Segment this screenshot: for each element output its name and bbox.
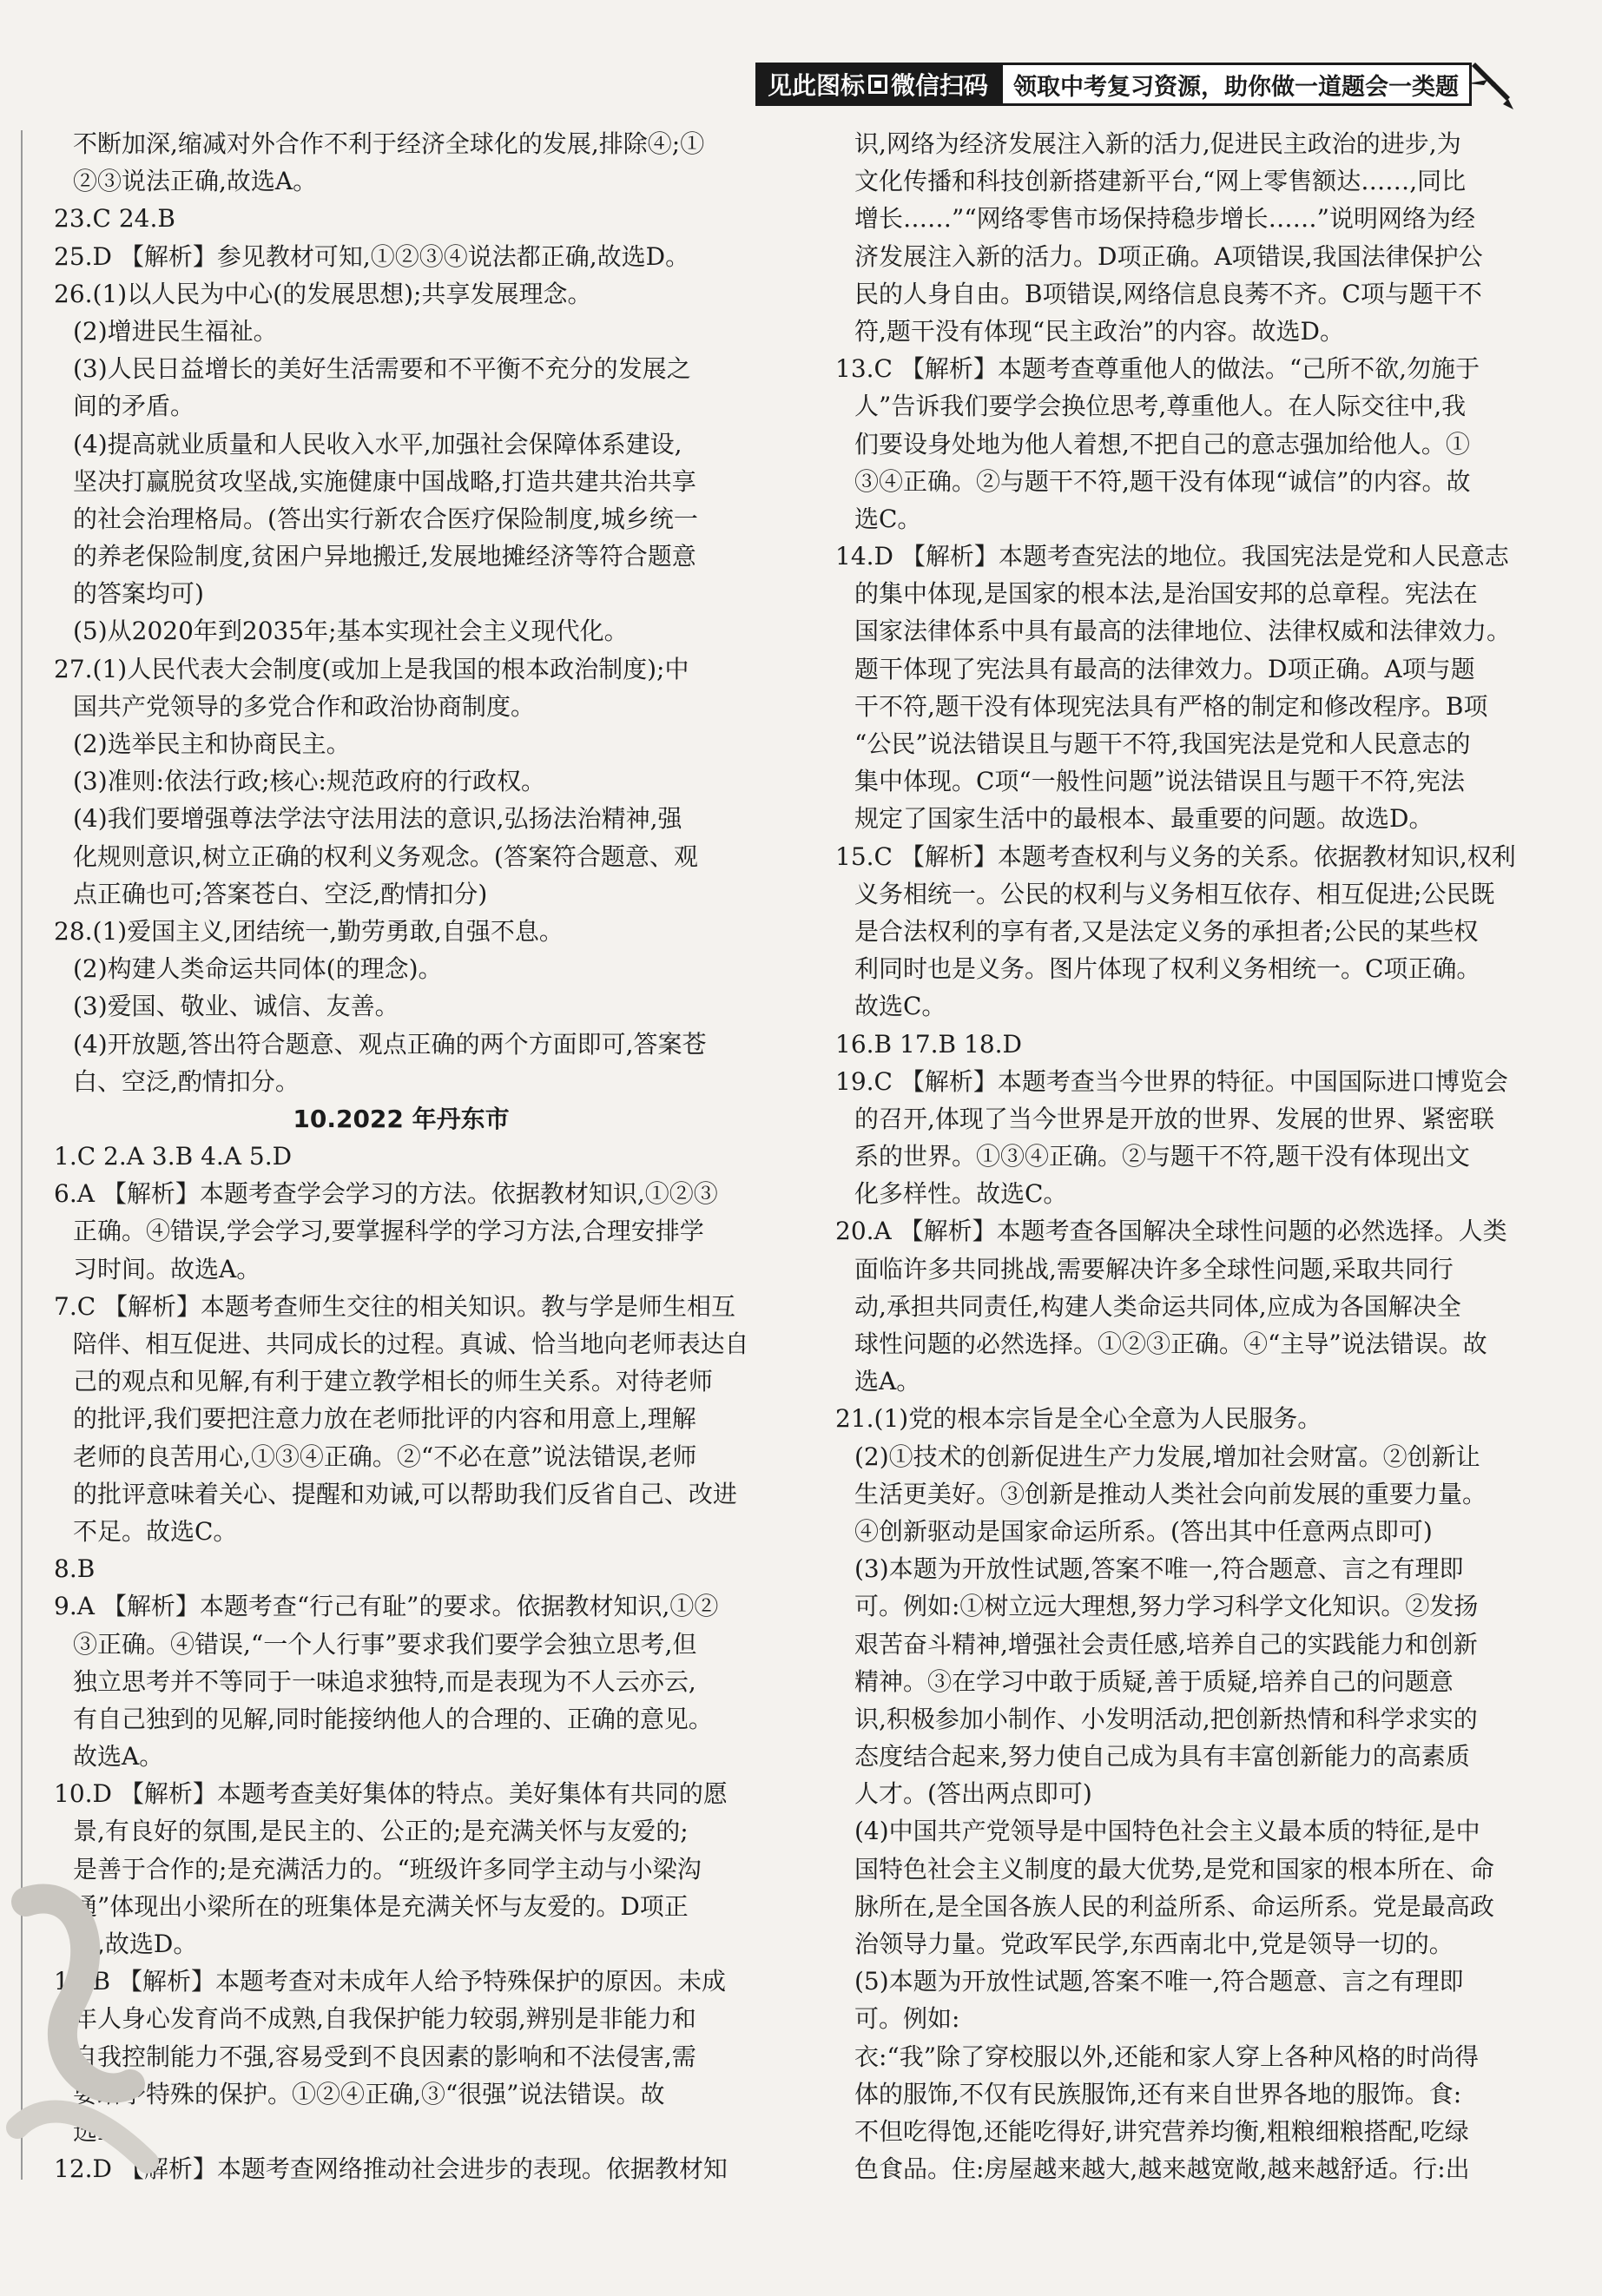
text-line: 系的世界。①③④正确。②与题干不符,题干没有体现出文 xyxy=(854,1142,1470,1171)
text-line: (4)中国共产党领导是中国特色社会主义最本质的特征,是中 xyxy=(854,1817,1480,1846)
text-line: 7.C 【解析】本题考查师生交往的相关知识。教与学是师生相互 xyxy=(54,1291,736,1321)
header-banner xyxy=(755,63,1472,106)
text-line: (2)①技术的创新促进生产力发展,增加社会财富。②创新让 xyxy=(854,1442,1480,1471)
text-line: 21.(1)党的根本宗旨是全心全意为人民服务。 xyxy=(835,1404,1322,1434)
text-line: (4)开放题,答出符合题意、观点正确的两个方面即可,答案苍 xyxy=(73,1029,707,1059)
text-line: 可。例如:①树立远大理想,努力学习科学文化知识。②发扬 xyxy=(854,1592,1479,1621)
text-line: 国共产党领导的多党合作和政治协商制度。 xyxy=(73,691,536,721)
text-line: 老师的良苦用心,①③④正确。②“不必在意”说法错误,老师 xyxy=(73,1442,697,1471)
text-line: (2)选举民主和协商民主。 xyxy=(73,729,351,758)
text-line: 国特色社会主义制度的最大优势,是党和国家的根本所在、命 xyxy=(854,1854,1494,1884)
text-line: 25.D 【解析】参见教材可知,①②③④说法都正确,故选D。 xyxy=(54,241,690,271)
text-line: 习时间。故选A。 xyxy=(73,1254,261,1283)
text-line: 生活更美好。③创新是推动人类社会向前发展的重要力量。 xyxy=(854,1479,1487,1508)
text-line: 不足。故选C。 xyxy=(73,1516,238,1546)
text-line: (3)准则:依法行政;核心:规范政府的行政权。 xyxy=(73,767,545,796)
text-line: 的召开,体现了当今世界是开放的世界、发展的世界、紧密联 xyxy=(854,1104,1494,1133)
text-line: 选A。 xyxy=(854,1367,921,1396)
text-line: 色食品。住:房屋越来越大,越来越宽敞,越来越舒适。行:出 xyxy=(854,2154,1470,2184)
text-line: 识,积极参加小制作、小发明活动,把创新热情和科学求实的 xyxy=(854,1704,1478,1733)
text-line: (3)爱国、敬业、诚信、友善。 xyxy=(73,992,399,1021)
text-line: 间的矛盾。 xyxy=(73,392,195,421)
text-line: 治领导力量。党政军民学,东西南北中,党是领导一切的。 xyxy=(854,1930,1454,1958)
text-line: 6.A 【解析】本题考查学会学习的方法。依据教材知识,①②③ xyxy=(54,1179,718,1209)
text-line: (5)从2020年到2035年;基本实现社会主义现代化。 xyxy=(73,617,629,646)
text-line: 题干体现了宪法具有最高的法律效力。D项正确。A项与题 xyxy=(854,654,1475,683)
text-line: 确,故选D。 xyxy=(73,1930,198,1958)
section-title: 10.2022 年丹东市 xyxy=(293,1104,510,1133)
text-line: ③④正确。②与题干不符,题干没有体现“诚信”的内容。故 xyxy=(854,466,1471,496)
text-line: 利同时也是义务。图片体现了权利义务相统一。C项正确。 xyxy=(854,954,1481,984)
text-line: 12.D 【解析】本题考查网络推动社会进步的表现。依据教材知 xyxy=(54,2154,728,2184)
text-line: 面临许多共同挑战,需要解决许多全球性问题,采取共同行 xyxy=(854,1254,1454,1283)
text-line: 的养老保险制度,贫困户异地搬迁,发展地摊经济等符合题意 xyxy=(73,542,696,571)
text-line: 增长……”“网络零售市场保持稳步增长……”说明网络为经 xyxy=(854,204,1475,234)
text-line: 不但吃得饱,还能吃得好,讲究营养均衡,粗粮细粮搭配,吃绿 xyxy=(854,2116,1469,2146)
text-line: 19.C 【解析】本题考查当今世界的特征。中国国际进口博览会 xyxy=(835,1066,1508,1096)
text-line: 民的人身自由。B项错误,网络信息良莠不齐。C项与题干不 xyxy=(854,279,1482,308)
decorative-watermark-icon xyxy=(0,1867,174,2197)
banner-left-text: 见此图标 xyxy=(767,71,865,100)
text-line: 干不符,题干没有体现宪法具有严格的制定和修改程序。B项 xyxy=(854,691,1488,721)
text-line: 9.A 【解析】本题考查“行己有耻”的要求。依据教材知识,①② xyxy=(54,1592,719,1621)
text-line: 集中体现。C项“一般性问题”说法错误且与题干不符,宪法 xyxy=(854,767,1465,796)
text-line: 球性问题的必然选择。①②③正确。④“主导”说法错误。故 xyxy=(854,1329,1487,1358)
text-line: 坚决打赢脱贫攻坚战,实施健康中国战略,打造共建共治共享 xyxy=(73,466,696,496)
banner-left-text-2: 微信扫码 xyxy=(890,71,988,100)
text-line: 国家法律体系中具有最高的法律地位、法律权威和法律效力。 xyxy=(854,617,1512,646)
text-line: 化规则意识,树立正确的权利义务观念。(答案符合题意、观 xyxy=(73,841,698,871)
text-line: 文化传播和科技创新搭建新平台,“网上零售额达……,同比 xyxy=(854,167,1467,196)
text-line: 点正确也可;答案苍白、空泛,酌情扣分) xyxy=(73,879,488,908)
text-line: 衣:“我”除了穿校服以外,还能和家人穿上各种风格的时尚得 xyxy=(854,2042,1479,2071)
text-line: 20.A 【解析】本题考查各国解决全球性问题的必然选择。人类 xyxy=(835,1217,1507,1246)
text-line: ④创新驱动是国家命运所系。(答出其中任意两点即可) xyxy=(854,1516,1433,1546)
text-line: 16.B 17.B 18.D xyxy=(835,1029,1022,1059)
text-line: 规定了国家生活中的最根本、最重要的问题。故选D。 xyxy=(854,804,1434,834)
text-line: 们要设身处地为他人着想,不把自己的意志强加给他人。① xyxy=(854,429,1470,459)
qr-code-icon xyxy=(868,75,887,94)
text-line: 10.D 【解析】本题考查美好集体的特点。美好集体有共同的愿 xyxy=(54,1779,728,1809)
text-line: 的社会治理格局。(答出实行新农合医疗保险制度,城乡统一 xyxy=(73,504,698,533)
text-line: (2)增进民生福祉。 xyxy=(73,316,278,346)
text-line: 15.C 【解析】本题考查权利与义务的关系。依据教材知识,权利 xyxy=(835,841,1516,871)
text-line: (3)人民日益增长的美好生活需要和不平衡不充分的发展之 xyxy=(73,354,691,384)
text-line: 白、空泛,酌情扣分。 xyxy=(73,1066,300,1096)
text-line: “公民”说法错误且与题干不符,我国宪法是党和人民意志的 xyxy=(854,729,1471,758)
text-line: 28.(1)爱国主义,团结统一,勤劳勇敢,自强不息。 xyxy=(54,916,564,946)
text-line: 脉所在,是全国各族人民的利益所系、命运所系。党是最高政 xyxy=(854,1891,1494,1921)
text-line: 27.(1)人民代表大会制度(或加上是我国的根本政治制度);中 xyxy=(54,654,689,683)
text-line: 的集中体现,是国家的根本法,是治国安邦的总章程。宪法在 xyxy=(854,579,1478,609)
text-line: (4)提高就业质量和人民收入水平,加强社会保障体系建设, xyxy=(73,429,682,459)
text-line: 是善于合作的;是充满活力的。“班级许多同学主动与小梁沟 xyxy=(73,1854,702,1884)
text-line: 26.(1)以人民为中心(的发展思想);共享发展理念。 xyxy=(54,279,592,308)
text-line: 13.C 【解析】本题考查尊重他人的做法。“己所不欲,勿施于 xyxy=(835,354,1480,384)
text-line: (3)本题为开放性试题,答案不唯一,符合题意、言之有理即 xyxy=(854,1554,1464,1584)
text-line: 独立思考并不等同于一味追求独特,而是表现为不人云亦云, xyxy=(73,1666,696,1696)
text-line: 选B。 xyxy=(73,2116,140,2146)
text-line: 通”体现出小梁所在的班集体是充满关怀与友爱的。D项正 xyxy=(73,1891,689,1921)
text-line: 的批评意味着关心、提醒和劝诫,可以帮助我们反省自己、改进 xyxy=(73,1479,737,1508)
banner-qr-label xyxy=(755,63,1000,106)
text-line: 态度结合起来,努力使自己成为具有丰富创新能力的高素质 xyxy=(854,1742,1470,1771)
text-line: 动,承担共同责任,构建人类命运共同体,应成为各国解决全 xyxy=(854,1291,1461,1321)
text-line: 不断加深,缩减对外合作不利于经济全球化的发展,排除④;① xyxy=(73,129,705,158)
text-line: 选C。 xyxy=(854,504,922,533)
text-line: (5)本题为开放性试题,答案不唯一,符合题意、言之有理即 xyxy=(854,1967,1464,1996)
text-line: 化多样性。故选C。 xyxy=(854,1179,1068,1209)
text-line: 14.D 【解析】本题考查宪法的地位。我国宪法是党和人民意志 xyxy=(835,542,1509,571)
text-line: 符,题干没有体现“民主政治”的内容。故选D。 xyxy=(854,316,1344,346)
text-line: 陪伴、相互促进、共同成长的过程。真诚、恰当地向老师表达自 xyxy=(72,1329,749,1358)
banner-slogan: 领取中考复习资源，助你做一道题会一类题 xyxy=(1000,63,1472,106)
text-line: 可。例如: xyxy=(854,2004,960,2034)
text-line: 人才。(答出两点即可) xyxy=(854,1779,1092,1809)
text-line: 自我控制能力不强,容易受到不良因素的影响和不法侵害,需 xyxy=(73,2042,696,2071)
text-line: 8.B xyxy=(54,1554,96,1584)
text-line: 1.C 2.A 3.B 4.A 5.D xyxy=(54,1142,293,1171)
text-line: ③正确。④错误,“一个人行事”要求我们要学会独立思考,但 xyxy=(73,1629,697,1659)
text-line: 是合法权利的享有者,又是法定义务的承担者;公民的某些权 xyxy=(854,916,1479,946)
text-line: 景,有良好的氛围,是民主的、公正的;是充满关怀与友爱的; xyxy=(73,1817,689,1846)
text-line: ②③说法正确,故选A。 xyxy=(73,167,318,196)
right-column xyxy=(835,125,1530,2187)
text-line: 济发展注入新的活力。D项正确。A项错误,我国法律保护公 xyxy=(854,241,1483,271)
text-line: (2)构建人类命运共同体(的理念)。 xyxy=(73,954,443,984)
pen-icon xyxy=(1463,54,1515,115)
text-line: (4)我们要增强尊法学法守法用法的意识,弘扬法治精神,强 xyxy=(73,804,682,834)
text-line: 11.B 【解析】本题考查对未成年人给予特殊保护的原因。未成 xyxy=(54,1967,727,1996)
text-line: 艰苦奋斗精神,增强社会责任感,培养自己的实践能力和创新 xyxy=(854,1629,1478,1659)
text-line: 故选C。 xyxy=(854,992,946,1021)
text-line: 识,网络为经济发展注入新的活力,促进民主政治的进步,为 xyxy=(854,129,1461,158)
text-line: 义务相统一。公民的权利与义务相互依存、相互促进;公民既 xyxy=(854,879,1495,908)
text-line: 的批评,我们要把注意力放在老师批评的内容和用意上,理解 xyxy=(73,1404,696,1434)
text-line: 精神。③在学习中敢于质疑,善于质疑,培养自己的问题意 xyxy=(854,1666,1454,1696)
text-line: 年人身心发育尚不成熟,自我保护能力较弱,辨别是非能力和 xyxy=(73,2004,696,2034)
text-line: 23.C 24.B xyxy=(54,204,175,234)
text-line: 要给予特殊的保护。①②④正确,③“很强”说法错误。故 xyxy=(73,2079,665,2108)
text-line: 己的观点和见解,有利于建立教学相长的师生关系。对待老师 xyxy=(73,1367,713,1396)
text-line: 有自己独到的见解,同时能接纳他人的合理的、正确的意见。 xyxy=(73,1704,713,1733)
text-line: 正确。④错误,学会学习,要掌握科学的学习方法,合理安排学 xyxy=(73,1217,704,1246)
text-line: 的答案均可) xyxy=(73,579,204,609)
text-line: 体的服饰,不仅有民族服饰,还有来自世界各地的服饰。食: xyxy=(854,2079,1462,2108)
text-line: 人”告诉我们要学会换位思考,尊重他人。在人际交往中,我 xyxy=(854,392,1467,421)
text-line: 故选A。 xyxy=(73,1742,164,1771)
